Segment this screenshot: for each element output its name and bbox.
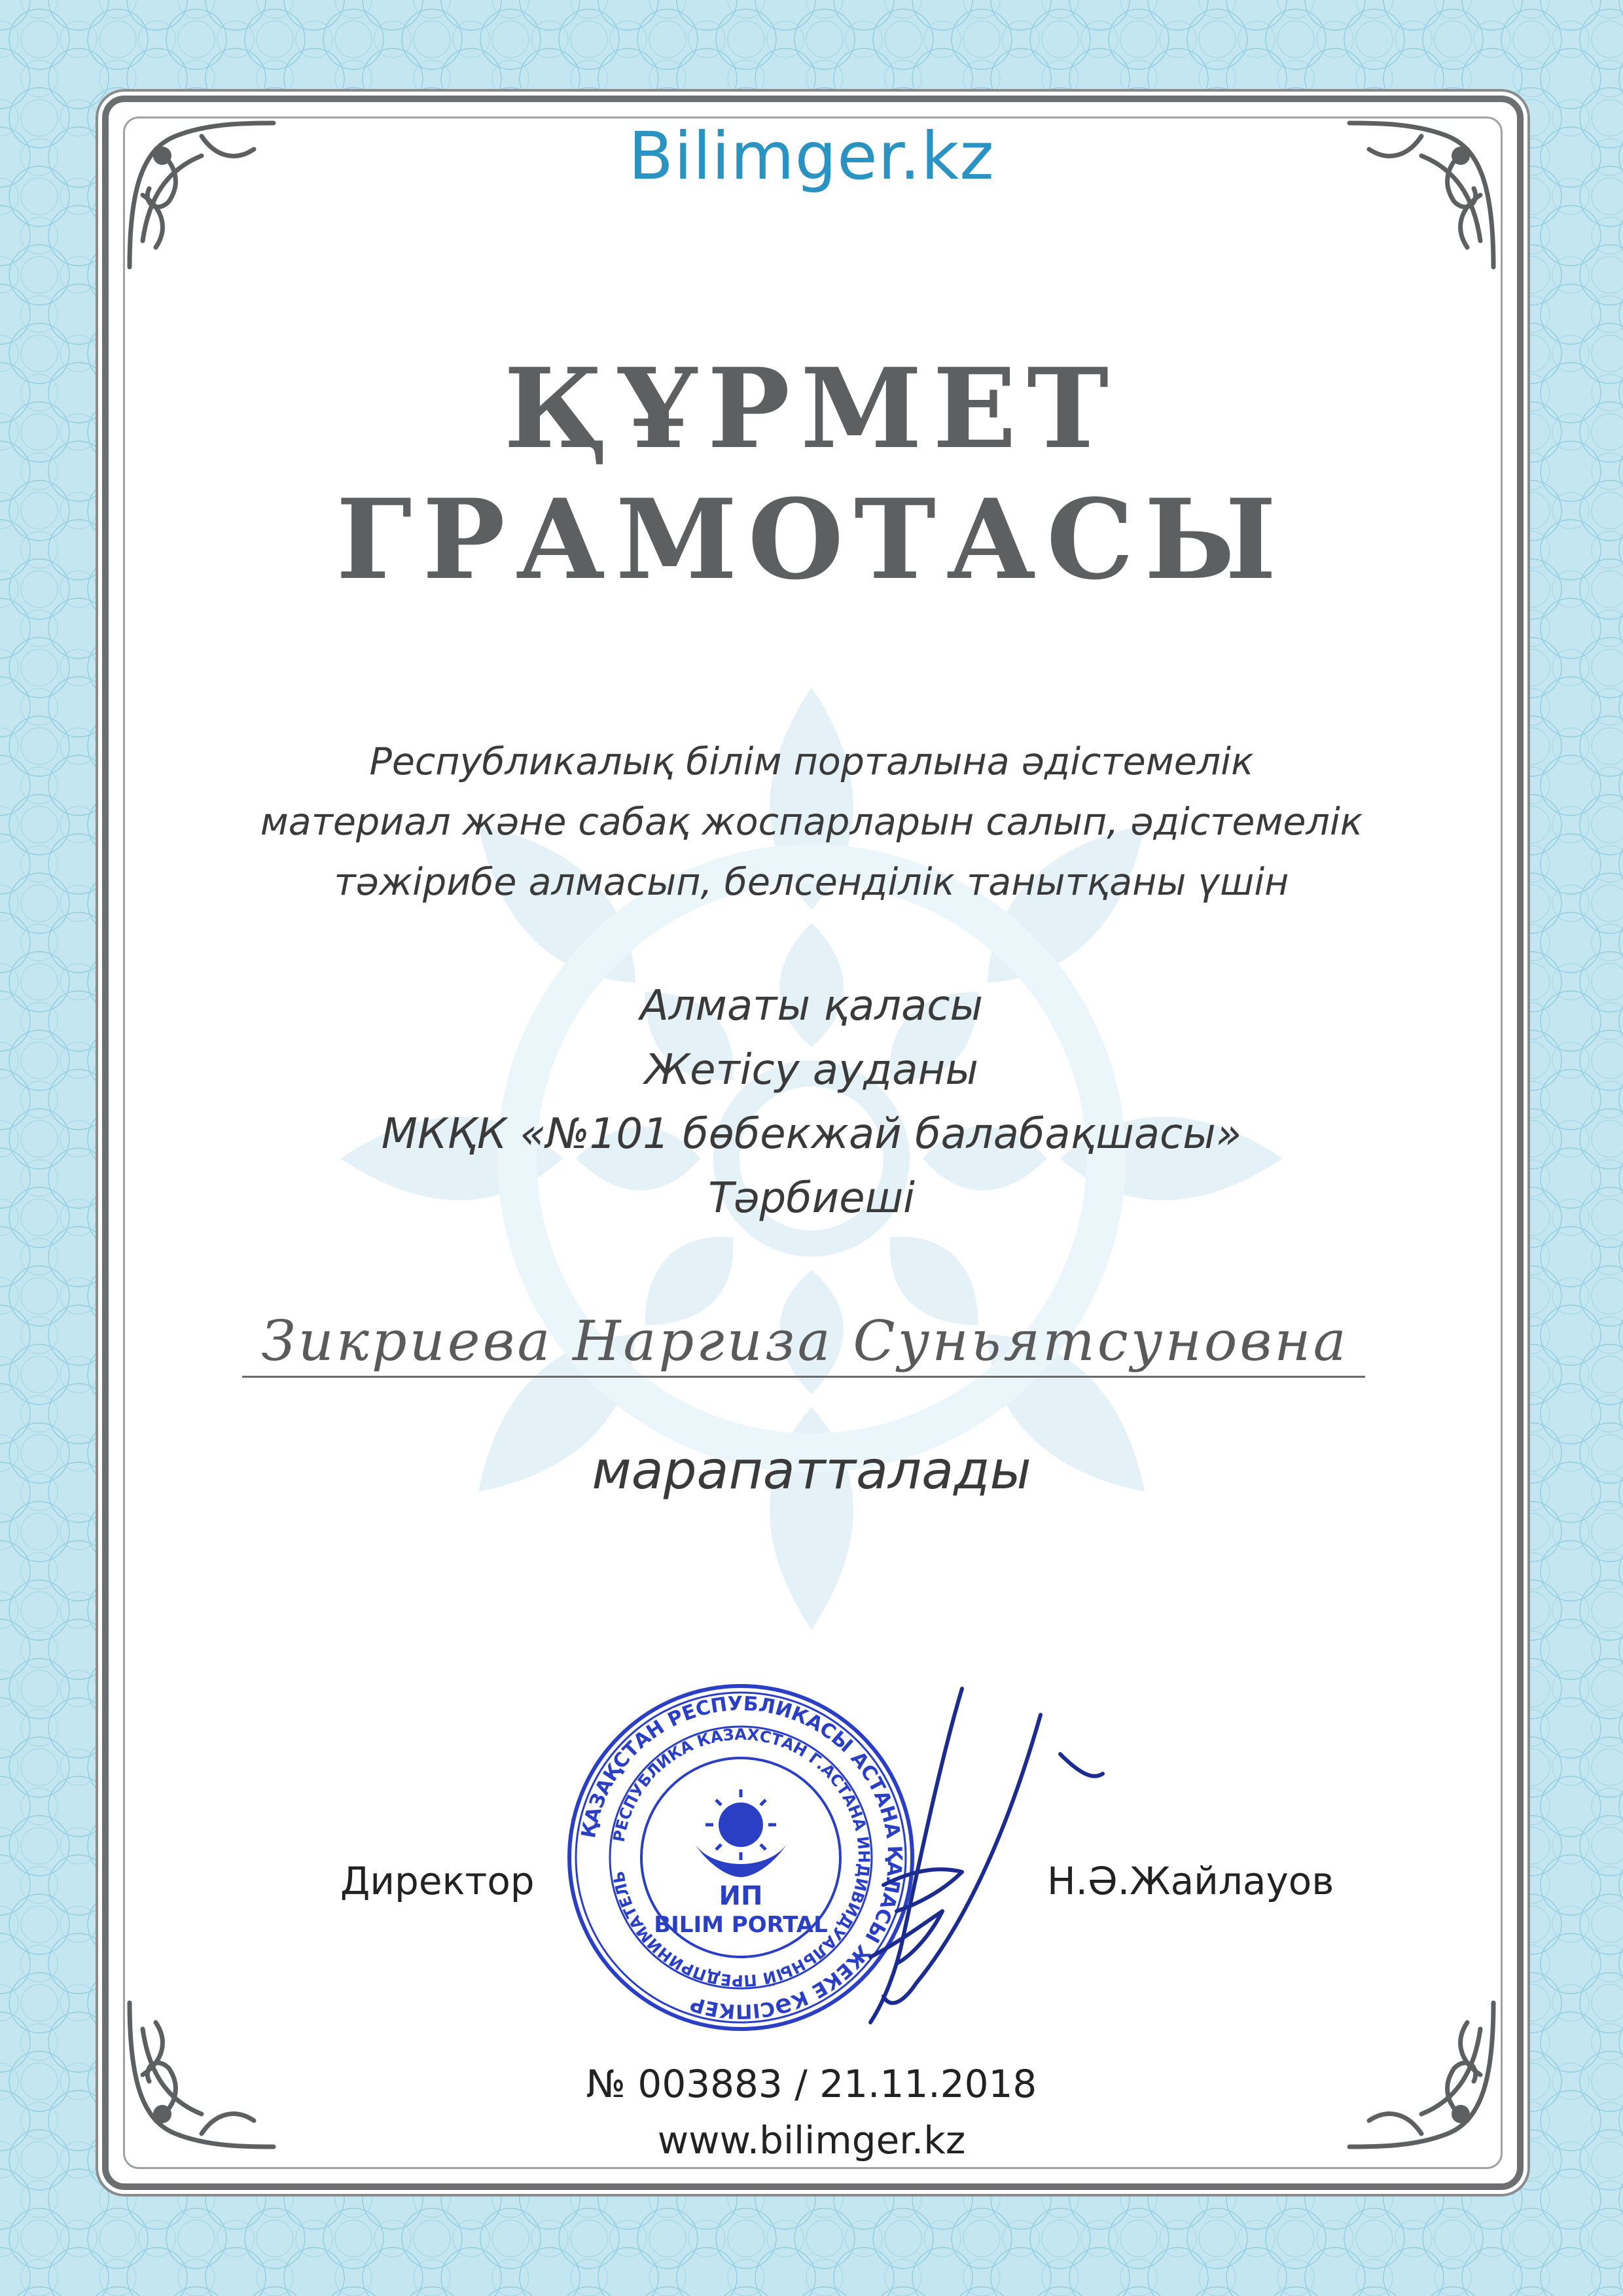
award-reason-line-1: Республикалық білім порталына әдістемелік	[369, 740, 1254, 783]
seal-inner-text: РЕСПУБЛИКА КАЗАХСТАН Г.АСТАНА ИНДИВИДУАЛЬНЫЙ ПРЕДПРИНИМАТЕЛЬ	[609, 1725, 874, 1990]
organization-district: Жетісу ауданы	[645, 1046, 978, 1094]
recipient-organization	[131, 974, 1492, 1230]
seal-center-top: ИП	[719, 1881, 763, 1911]
awarded-text: марапатталады	[592, 1440, 1031, 1501]
recipient-name-underline	[242, 1376, 1365, 1378]
website-link[interactable]: www.bilimger.kz	[657, 2118, 966, 2162]
seal-outer-text: ҚАЗАҚСТАН РЕСПУБЛИКАСЫ АСТАНА ҚАЛАСЫ ЖЕКЕ КӘСІПКЕР	[577, 1692, 906, 2023]
director-name: Н.Ә.Жайлауов	[1047, 1859, 1334, 1903]
organization-city: Алматы қаласы	[639, 982, 984, 1030]
certificate-title-line-2: ГРАМОТАСЫ	[336, 475, 1287, 604]
brand-logo-text: Bilimger.kz	[628, 118, 995, 194]
organization-institution: МКҚК «№101 бөбекжай балабақшасы»	[381, 1110, 1242, 1158]
organization-position: Тәрбиеші	[708, 1174, 915, 1223]
seal-center-bottom: BILIM PORTAL	[654, 1912, 828, 1938]
certificate-number: № 003883 / 21.11.2018	[586, 2062, 1037, 2106]
award-reason-line-2: материал және сабақ жоспарларын салып, әдістемелік	[260, 800, 1363, 844]
award-reason-line-3: тәжірибе алмасып, белсенділік танытқаны үшін	[334, 861, 1289, 904]
award-reason	[131, 732, 1492, 912]
director-label: Директор	[340, 1859, 535, 1903]
recipient-name: Зикриева Наргиза Суньятсуновна	[261, 1309, 1349, 1373]
certificate-title-line-1: ҚҰРМЕТ	[503, 344, 1120, 473]
